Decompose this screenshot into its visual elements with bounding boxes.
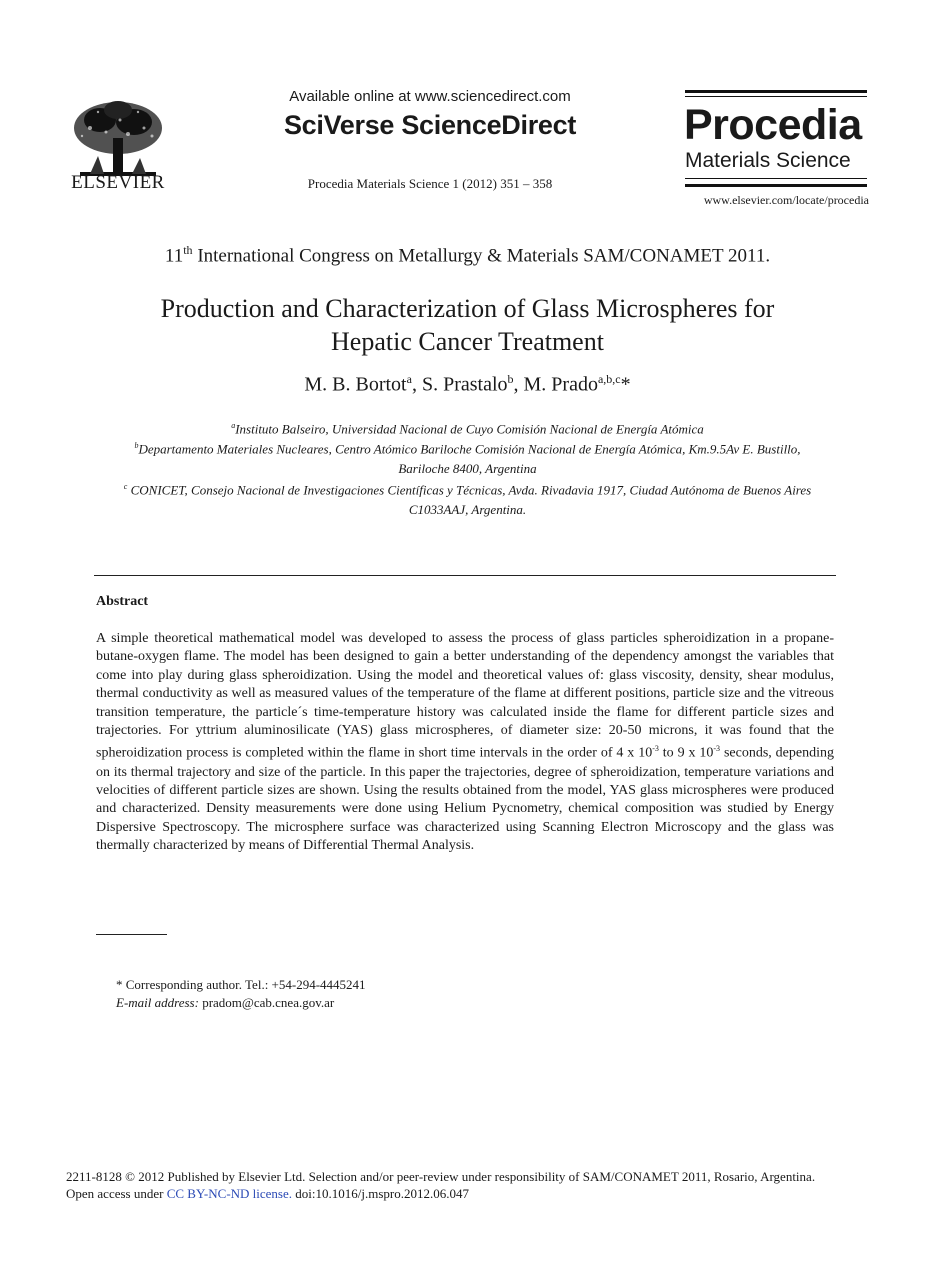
congress-ordinal: th [183, 243, 193, 257]
procedia-logo-title: Procedia [684, 101, 862, 149]
corresponding-star: * [620, 373, 631, 396]
procedia-bottom-thin-bar [685, 178, 867, 179]
journal-url: www.elsevier.com/locate/procedia [703, 193, 869, 207]
abstract-text: to 9 x 10 [658, 746, 714, 762]
email-note [116, 994, 334, 1011]
available-online-text: Available online at www.sciencedirect.com [289, 88, 571, 105]
author-list [0, 372, 935, 397]
affil-marker: a [231, 421, 236, 430]
affil-text: C1033AAJ, Argentina. [408, 502, 527, 518]
paper-title [90, 292, 845, 358]
affil-marker: c [123, 482, 128, 491]
abstract-heading: Abstract [96, 594, 149, 609]
procedia-top-bar [685, 90, 867, 93]
author-bortot: M. B. Bortot [304, 373, 407, 396]
author-affil-sup: a [406, 372, 412, 386]
open-access-line [66, 1185, 469, 1202]
procedia-logo-subtitle: Materials Science [685, 149, 851, 172]
doi-text: doi:10.1016/j.mspro.2012.06.047 [292, 1186, 469, 1201]
author-affil-sup: b [507, 372, 514, 386]
license-link[interactable]: CC BY-NC-ND license. [166, 1186, 293, 1201]
sciverse-sciencedirect-logo: SciVerse ScienceDirect [283, 110, 577, 140]
congress-name: International Congress on Metallurgy & Materials SAM/CONAMET 2011. [192, 245, 771, 267]
congress-line [0, 243, 935, 267]
affiliation-c [90, 477, 845, 520]
affil-text: Departamento Materiales Nucleares, Centro Atómico Bariloche Comisión Nacional de Energía Atómica, Km.9.5Av E. Bustillo, [138, 441, 801, 457]
footnote-divider [96, 934, 167, 935]
author-prado: , M. Prado [513, 373, 598, 396]
author-affil-sup: a,b,c [597, 372, 621, 386]
elsevier-wordmark: ELSEVIER [71, 172, 165, 193]
journal-reference: Procedia Materials Science 1 (2012) 351 – 358 [307, 176, 553, 191]
affil-marker: b [134, 441, 139, 450]
section-divider [94, 575, 836, 576]
abstract-text: seconds, depending on its thermal trajectory and size of the particle. In this paper the trajectories, degree of spheroidization, temperature variations and velocities of different particle sizes are shown. Using the results obtained from the model, YAS glass microspheres were produced and characterized. Density measurements were done using Helium Pycnometry, chemical composition was studied by Energy Dispersive Spectroscopy. The microsphere surface was characterized using Scanning Electron Microscopy and the glass was thermally characterized by means of Differential Thermal Analysis. [96, 746, 834, 854]
open-access-label: Open access under [66, 1186, 167, 1201]
affil-text: Bariloche 8400, Argentina [398, 461, 537, 477]
congress-number: 11 [164, 245, 184, 267]
affil-text: Instituto Balseiro, Universidad Nacional de Cuyo Comisión Nacional de Energía Atómica [235, 421, 704, 437]
copyright-line: 2211-8128 © 2012 Published by Elsevier Ltd. Selection and/or peer-review under responsibility of SAM/CONAMET 2011, Rosario, Argentina. [66, 1169, 816, 1184]
title-line-2: Hepatic Cancer Treatment [331, 327, 604, 356]
email-label: E-mail address: [116, 995, 199, 1010]
corresponding-author-note: * Corresponding author. Tel.: +54-294-4445241 [116, 977, 366, 992]
exponent: -3 [652, 744, 659, 754]
abstract-body [96, 630, 834, 856]
email-address[interactable]: pradom@cab.cnea.gov.ar [198, 995, 335, 1010]
author-prastalo: , S. Prastalo [411, 373, 508, 396]
title-line-1: Production and Characterization of Glass Microspheres for [160, 294, 775, 323]
procedia-bottom-bar [685, 184, 867, 187]
affiliation-b [90, 436, 845, 479]
affil-text: CONICET, Consejo Nacional de Investigaciones Científicas y Técnicas, Avda. Rivadavia 1917, Ciudad Autónoma de Buenos Aires [127, 482, 812, 498]
abstract-text: A simple theoretical mathematical model was developed to assess the process of glass particles spheroidization in a propane-butane-oxygen flame. The model has been designed to gain a better understanding of the dependency amongst the variables that come into play during glass spheroidization. Using the model and theoretical values of: glass viscosity, density, shear modulus, thermal conductivity as well as measured values of the temperature of the flame at different positions, particle size and the vitreous transition temperature, the particle´s time-temperature history was calculated inside the flame for different particle sizes and trajectories. For yttrium aluminosilicate (YAS) glass microspheres, of diameter size: 20-50 microns, it was found that the spheroidization process is completed within the flame in short time intervals in the order of 4 x 10 [96, 631, 834, 762]
exponent: -3 [713, 744, 721, 754]
procedia-top-thin-bar [685, 96, 867, 97]
